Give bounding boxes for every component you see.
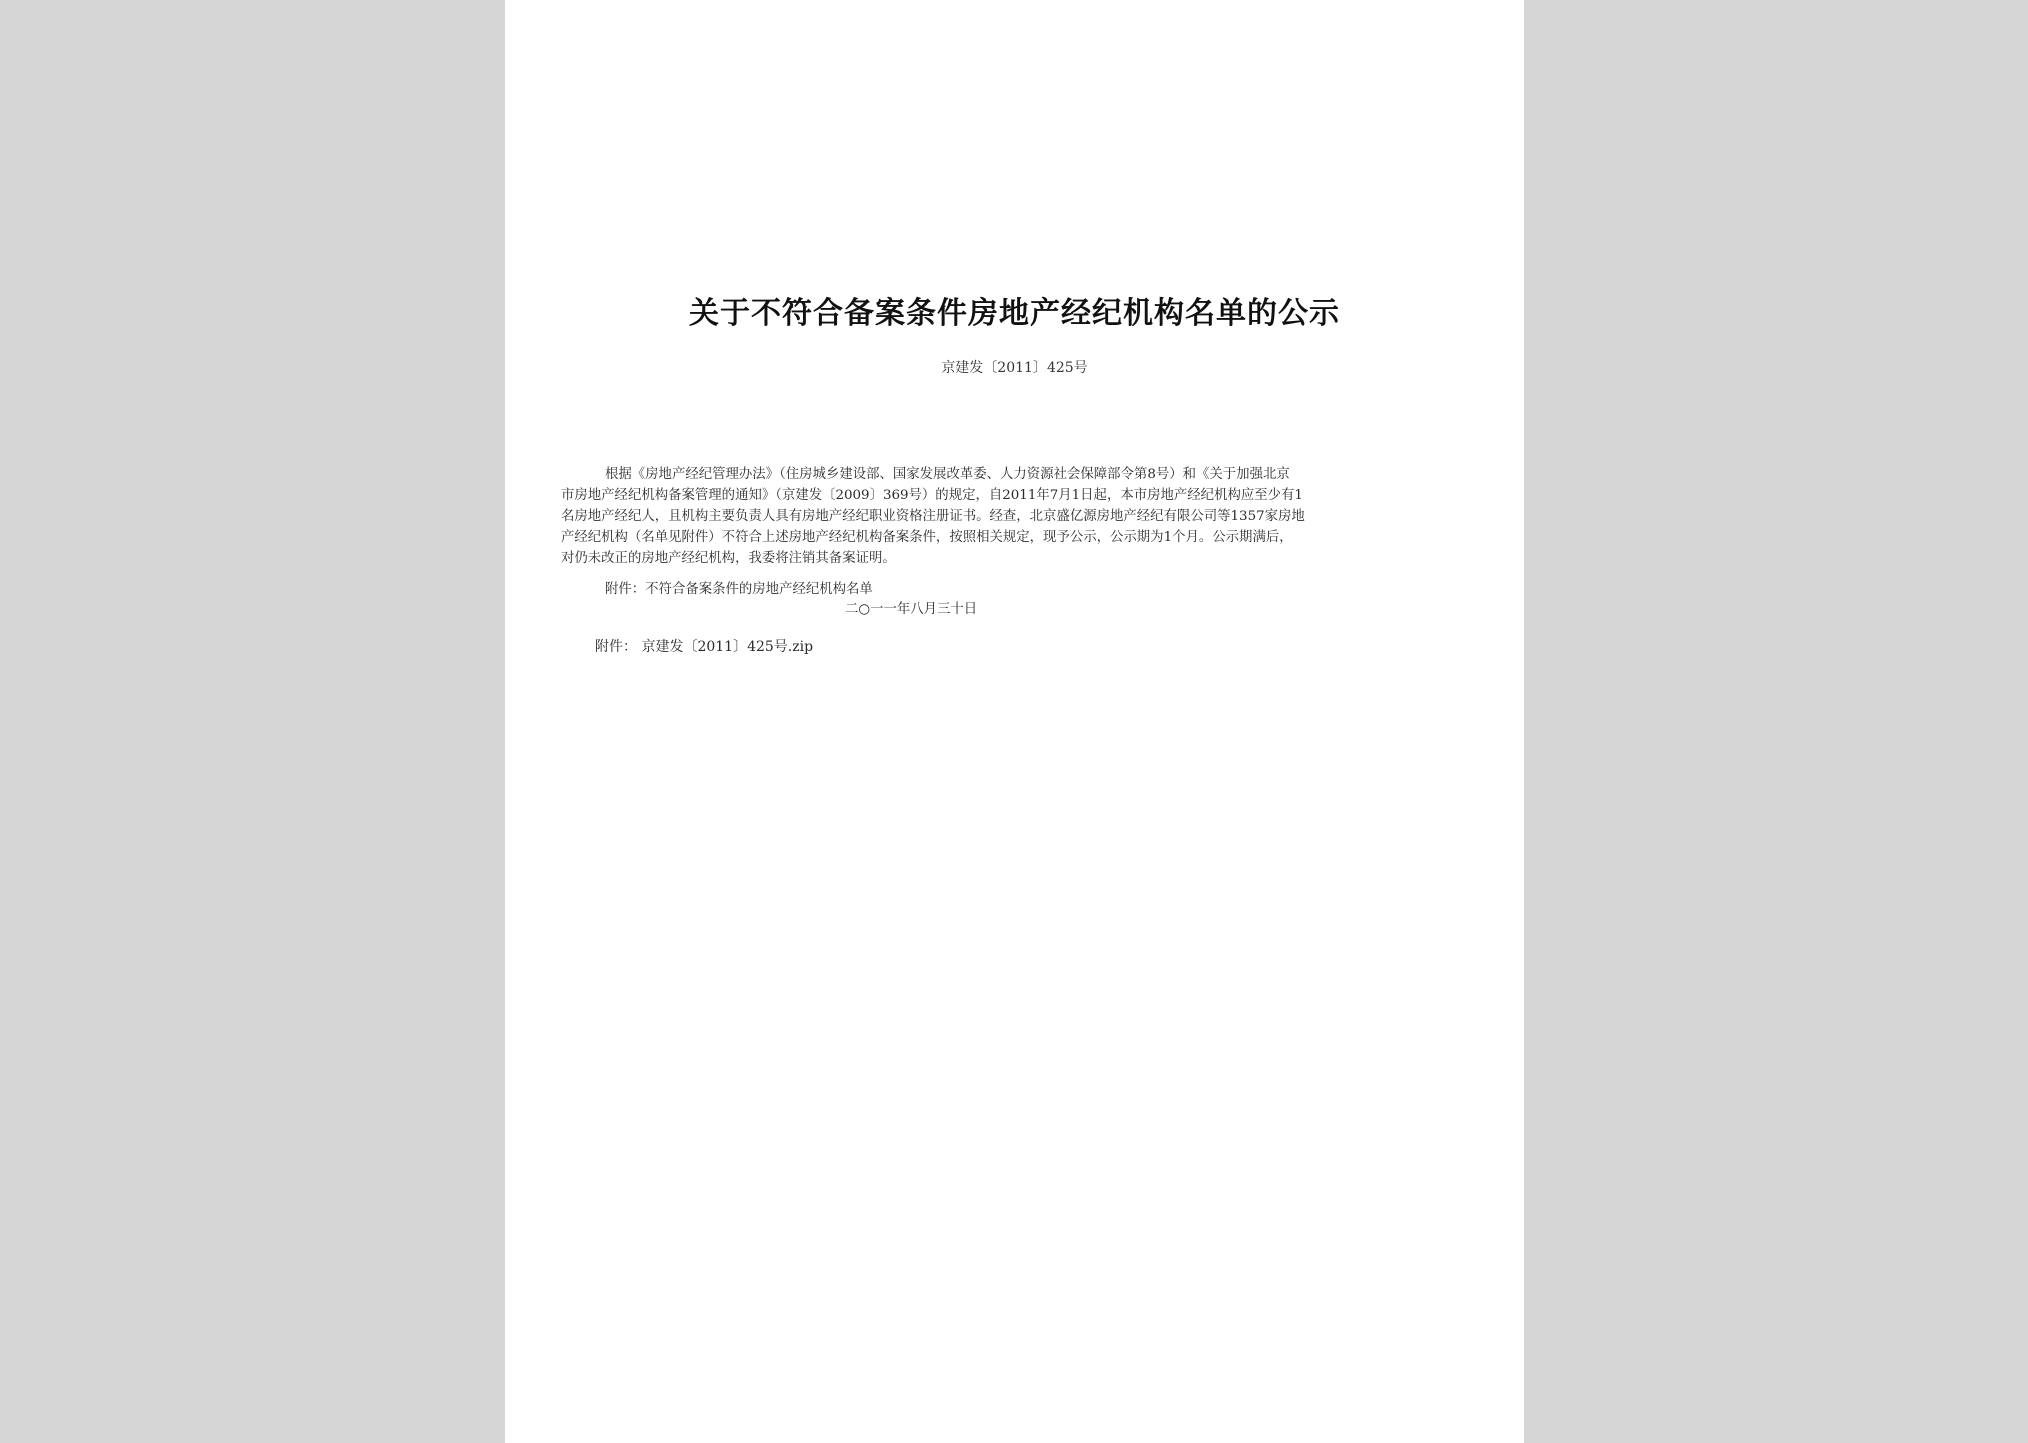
attachment-note: 附件：不符合备案条件的房地产经纪机构名单 (605, 582, 873, 597)
attachment-download-row (595, 636, 813, 656)
issue-date: 二○一一年八月三十日 (845, 602, 978, 617)
attachment-download-link[interactable]: 京建发〔2011〕425号.zip (641, 639, 814, 655)
document-title: 关于不符合备案条件房地产经纪机构名单的公示 (689, 296, 1340, 331)
body-paragraph-line: 根据《房地产经纪管理办法》（住房城乡建设部、国家发展改革委、人力资源社会保障部令第8号）和《关于加强北京 (605, 467, 1290, 482)
body-paragraph-line: 产经纪机构（名单见附件）不符合上述房地产经纪机构备案条件，按照相关规定，现予公示，公示期为1个月。公示期满后， (561, 530, 1293, 545)
document-number: 京建发〔2011〕425号 (941, 360, 1088, 376)
document-page (505, 0, 1524, 1443)
attachment-label: 附件： (595, 639, 637, 655)
body-paragraph-line: 对仍未改正的房地产经纪机构，我委将注销其备案证明。 (561, 551, 896, 566)
body-paragraph-line: 市房地产经纪机构备案管理的通知》（京建发〔2009〕369号）的规定，自2011年7月1日起，本市房地产经纪机构应至少有1 (561, 488, 1303, 503)
body-paragraph-line: 名房地产经纪人，且机构主要负责人具有房地产经纪职业资格注册证书。经查，北京盛亿源房地产经纪有限公司等1357家房地 (561, 509, 1305, 524)
